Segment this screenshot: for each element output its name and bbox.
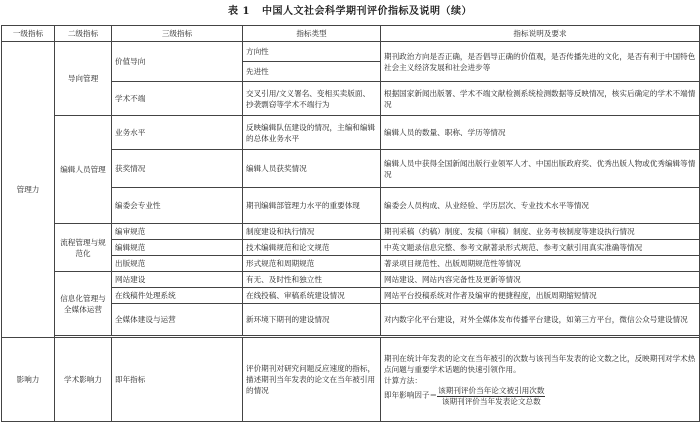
level3-awards: 获奖情况	[112, 150, 243, 188]
level3-publishing-norms: 出版规范	[112, 256, 243, 272]
level2-editors: 编辑人员管理	[55, 116, 112, 224]
desc-business-level: 编辑人员的数量、职称、学历等情况	[381, 116, 700, 150]
table-row	[2, 338, 700, 422]
level3-website: 网站建设	[112, 272, 243, 288]
level2-guidance: 导向管理	[55, 42, 112, 116]
level3-misconduct: 学术不端	[112, 82, 243, 116]
type-misconduct: 交叉引用/文义署名、变相买卖版面、抄袭剽窃等学术不端行为	[243, 82, 381, 116]
level3-value-orientation: 价值导向	[112, 42, 243, 82]
table-row	[2, 116, 700, 150]
desc-misconduct: 根据国家新闻出版署、学术不端文献检测系统检测数据等反映情况，核实后确定的学术不端情况	[381, 82, 700, 116]
formula	[384, 386, 696, 405]
type-awards: 编辑人员获奖情况	[243, 150, 381, 188]
desc-value-orientation: 期刊政治方向是否正确，是否倡导正确的价值观，是否传播先进的文化，是否有利于中国特色社会主义经济发展和社会进步等	[381, 42, 700, 82]
header-level2: 二级指标	[55, 26, 112, 42]
type-immediacy: 评价期刊对研究问题反应速度的指标，描述期刊当年发表的论文在当年被引用的情况	[243, 338, 381, 422]
type-advanced: 先进性	[243, 62, 381, 82]
type-business-level: 反映编辑队伍建设的情况，主编和编辑的总体业务水平	[243, 116, 381, 150]
level3-editing-norms: 编辑规范	[112, 240, 243, 256]
type-board: 期刊编辑部管理力水平的重要体现	[243, 188, 381, 224]
type-all-media: 新环境下期刊的建设情况	[243, 304, 381, 336]
level3-business-level: 业务水平	[112, 116, 243, 150]
table-row	[2, 42, 700, 62]
type-direction: 方向性	[243, 42, 381, 62]
desc-review-norms: 期刊采稿（约稿）制度、发稿（审稿）制度、业务考核制度等建设执行情况	[381, 224, 700, 240]
level3-online-system: 在线稿件处理系统	[112, 288, 243, 304]
table-row	[2, 224, 700, 240]
evaluation-table	[1, 25, 700, 422]
desc-website: 网站建设、网站内容完备性及更新等情况	[381, 272, 700, 288]
table-title	[0, 2, 700, 16]
desc-online-system: 网站平台投稿系统对作者及编审的便捷程度，出版周期缩短情况	[381, 288, 700, 304]
level3-board: 编委会专业性	[112, 188, 243, 224]
header-description: 指标说明及要求	[381, 26, 700, 42]
level3-all-media: 全媒体建设与运营	[112, 304, 243, 336]
header-level3: 三级指标	[112, 26, 243, 42]
desc-board: 编委会人员构成、从业经验、学历层次、专业技术水平等情况	[381, 188, 700, 224]
header-type: 指标类型	[243, 26, 381, 42]
type-review-norms: 制度建设和执行情况	[243, 224, 381, 240]
table-number: 表 1	[228, 6, 250, 17]
table-header-row	[2, 26, 700, 42]
level2-process: 流程管理与规范化	[55, 224, 112, 272]
level3-immediacy: 即年指标	[112, 338, 243, 422]
desc-immediacy-cell	[381, 338, 700, 422]
type-publishing-norms: 形式规范和周期规范	[243, 256, 381, 272]
formula-denominator: 该期刊评价当年发表论文总数	[441, 396, 541, 406]
method-label: 计算方法：	[384, 376, 422, 386]
desc-immediacy: 期刊在统计年发表的论文在当年被引的次数与该刊当年发表的论文数之比，反映期刊对学术热点问题与重要学术话题的快速引领作用。	[384, 354, 696, 375]
level1-management: 管理力	[2, 42, 55, 338]
desc-editing-norms: 中英文题录信息完整、参考文献著录形式规范、参考文献引用真实准确等情况	[381, 240, 700, 256]
level2-info: 信息化管理与全媒体运营	[55, 272, 112, 336]
type-website: 有无、及时性和独立性	[243, 272, 381, 288]
formula-lhs: 即年影响因子＝	[384, 391, 438, 400]
type-online-system: 在线投稿、审稿系统建设情况	[243, 288, 381, 304]
header-level1: 一级指标	[2, 26, 55, 42]
level2-academic-influence: 学术影响力	[55, 338, 112, 422]
table-caption: 中国人文社会科学期刊评价指标及说明（续）	[261, 6, 472, 17]
formula-fraction	[437, 386, 545, 405]
level3-review-norms: 编审规范	[112, 224, 243, 240]
desc-awards: 编辑人员中获得全国新闻出版行业领军人才、中国出版政府奖、优秀出版人物或优秀编辑等情况	[381, 150, 700, 188]
desc-all-media: 对内数字化平台建设，对外全媒体发布传播平台建设，如第三方平台，微信公众号建设情况	[381, 304, 700, 336]
formula-numerator: 该期刊评价当年论文被引用次数	[438, 386, 545, 396]
level1-influence: 影响力	[2, 338, 55, 422]
desc-publishing-norms: 著录项目规范性、出版周期规范性等情况	[381, 256, 700, 272]
table-row	[2, 272, 700, 288]
type-editing-norms: 技术编辑规范和论文规范	[243, 240, 381, 256]
